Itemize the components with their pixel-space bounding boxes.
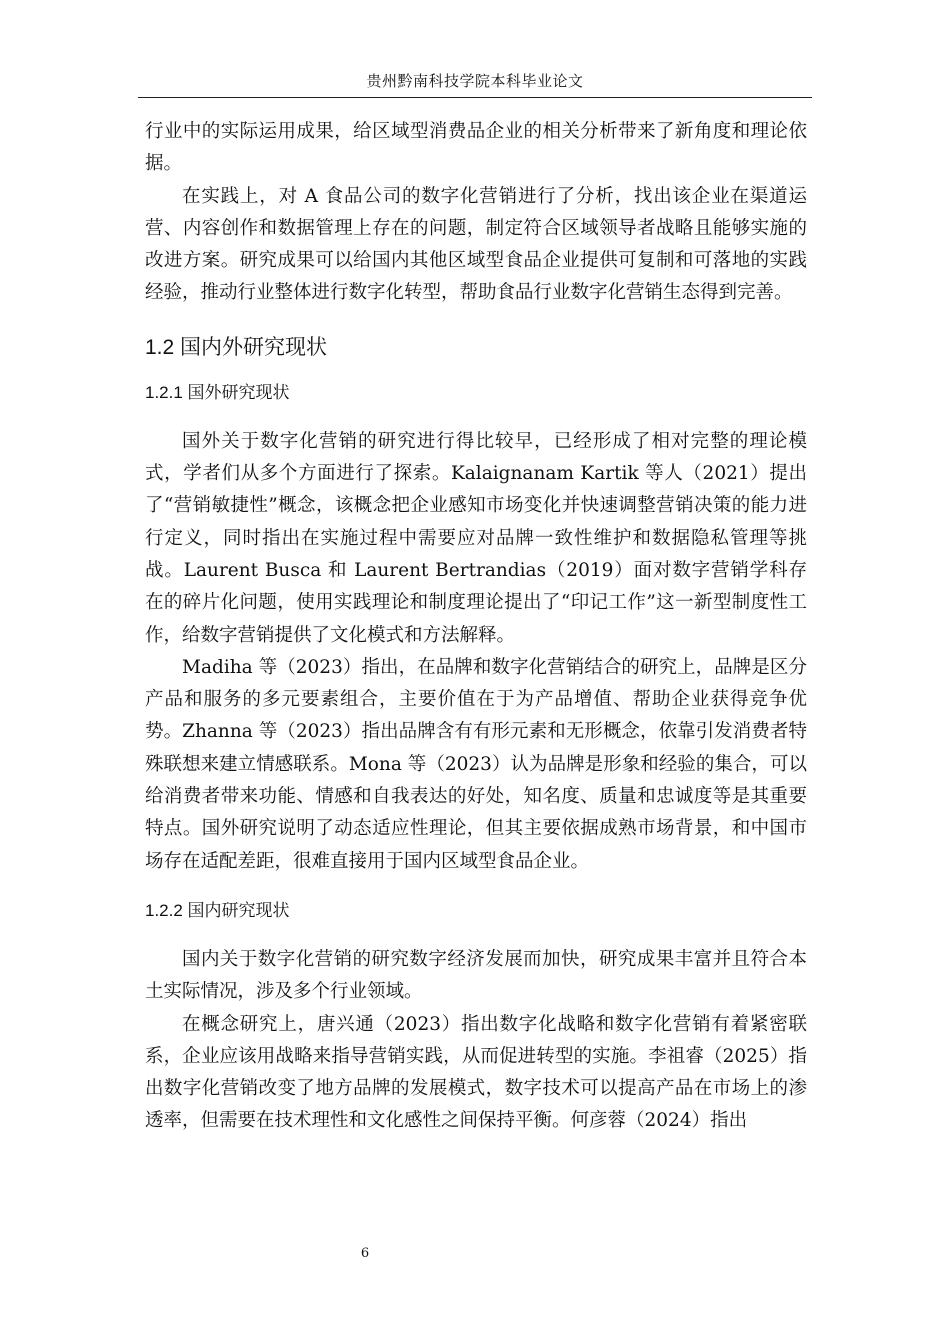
paragraph: 国内关于数字化营销的研究数字经济发展而加快，研究成果丰富并且符合本土实际情况，涉及多个行业领域。	[145, 948, 807, 1003]
paragraph: Madiha 等（2023）指出，在品牌和数字化营销结合的研究上，品牌是区分产品和服务的多元要素组合，主要价值在于为产品增值、帮助企业获得竞争优势。Zhanna 等（2023）指出品牌含有有形元素和无形概念，依靠引发消费者特殊联想来建立情感联系。Mona 等（2023）认为品牌是形象和经验的集合，可以给消费者带来功能、情感和自我表达的好处，知名度、质量和忠诚度等是其重要特点。国外研究说明了动态适应性理论，但其主要依据成熟市场背景，和中国市场存在适配差距，很难直接用于国内区域型食品企业。	[145, 656, 807, 872]
paragraph: 在实践上，对 A 食品公司的数字化营销进行了分析，找出该企业在渠道运营、内容创作和数据管理上存在的问题，制定符合区域领导者战略且能够实施的改进方案。研究成果可以给国内其他区域型食品企业提供可复制和可落地的实践经验，推动行业整体进行数字化转型，帮助食品行业数字化营销生态得到完善。	[145, 185, 807, 304]
paragraph: 在概念研究上，唐兴通（2023）指出数字化战略和数字化营销有着紧密联系，企业应该用战略来指导营销实践，从而促进转型的实施。李祖睿（2025）指出数字化营销改变了地方品牌的发展模式，数字技术可以提高产品在市场上的渗透率，但需要在技术理性和文化感性之间保持平衡。何彦蓉（2024）指出	[145, 1013, 807, 1132]
page-number: 6	[360, 1246, 370, 1261]
subsection-heading: 1.2.1 国外研究现状	[145, 382, 290, 402]
paragraph: 国外关于数字化营销的研究进行得比较早，已经形成了相对完整的理论模式，学者们从多个方面进行了探索。Kalaignanam Kartik 等人（2021）提出了“营销敏捷性”概念，该概念把企业感知市场变化并快速调整营销决策的能力进行定义，同时指出在实施过程中需要应对品牌一致性维护和数据隐私管理等挑战。Laurent Busca 和 Laurent Bertrandias（2019）面对数字营销学科存在的碎片化问题，使用实践理论和制度理论提出了“印记工作”这一新型制度性工作，给数字营销提供了文化模式和方法解释。	[145, 430, 807, 646]
paragraph: 行业中的实际运用成果，给区域型消费品企业的相关分析带来了新角度和理论依据。	[145, 121, 807, 175]
page-header: 贵州黔南科技学院本科毕业论文	[138, 70, 812, 98]
page-body	[145, 116, 807, 1138]
section-heading: 1.2 国内外研究现状	[145, 335, 328, 359]
subsection-heading: 1.2.2 国内研究现状	[145, 900, 290, 920]
